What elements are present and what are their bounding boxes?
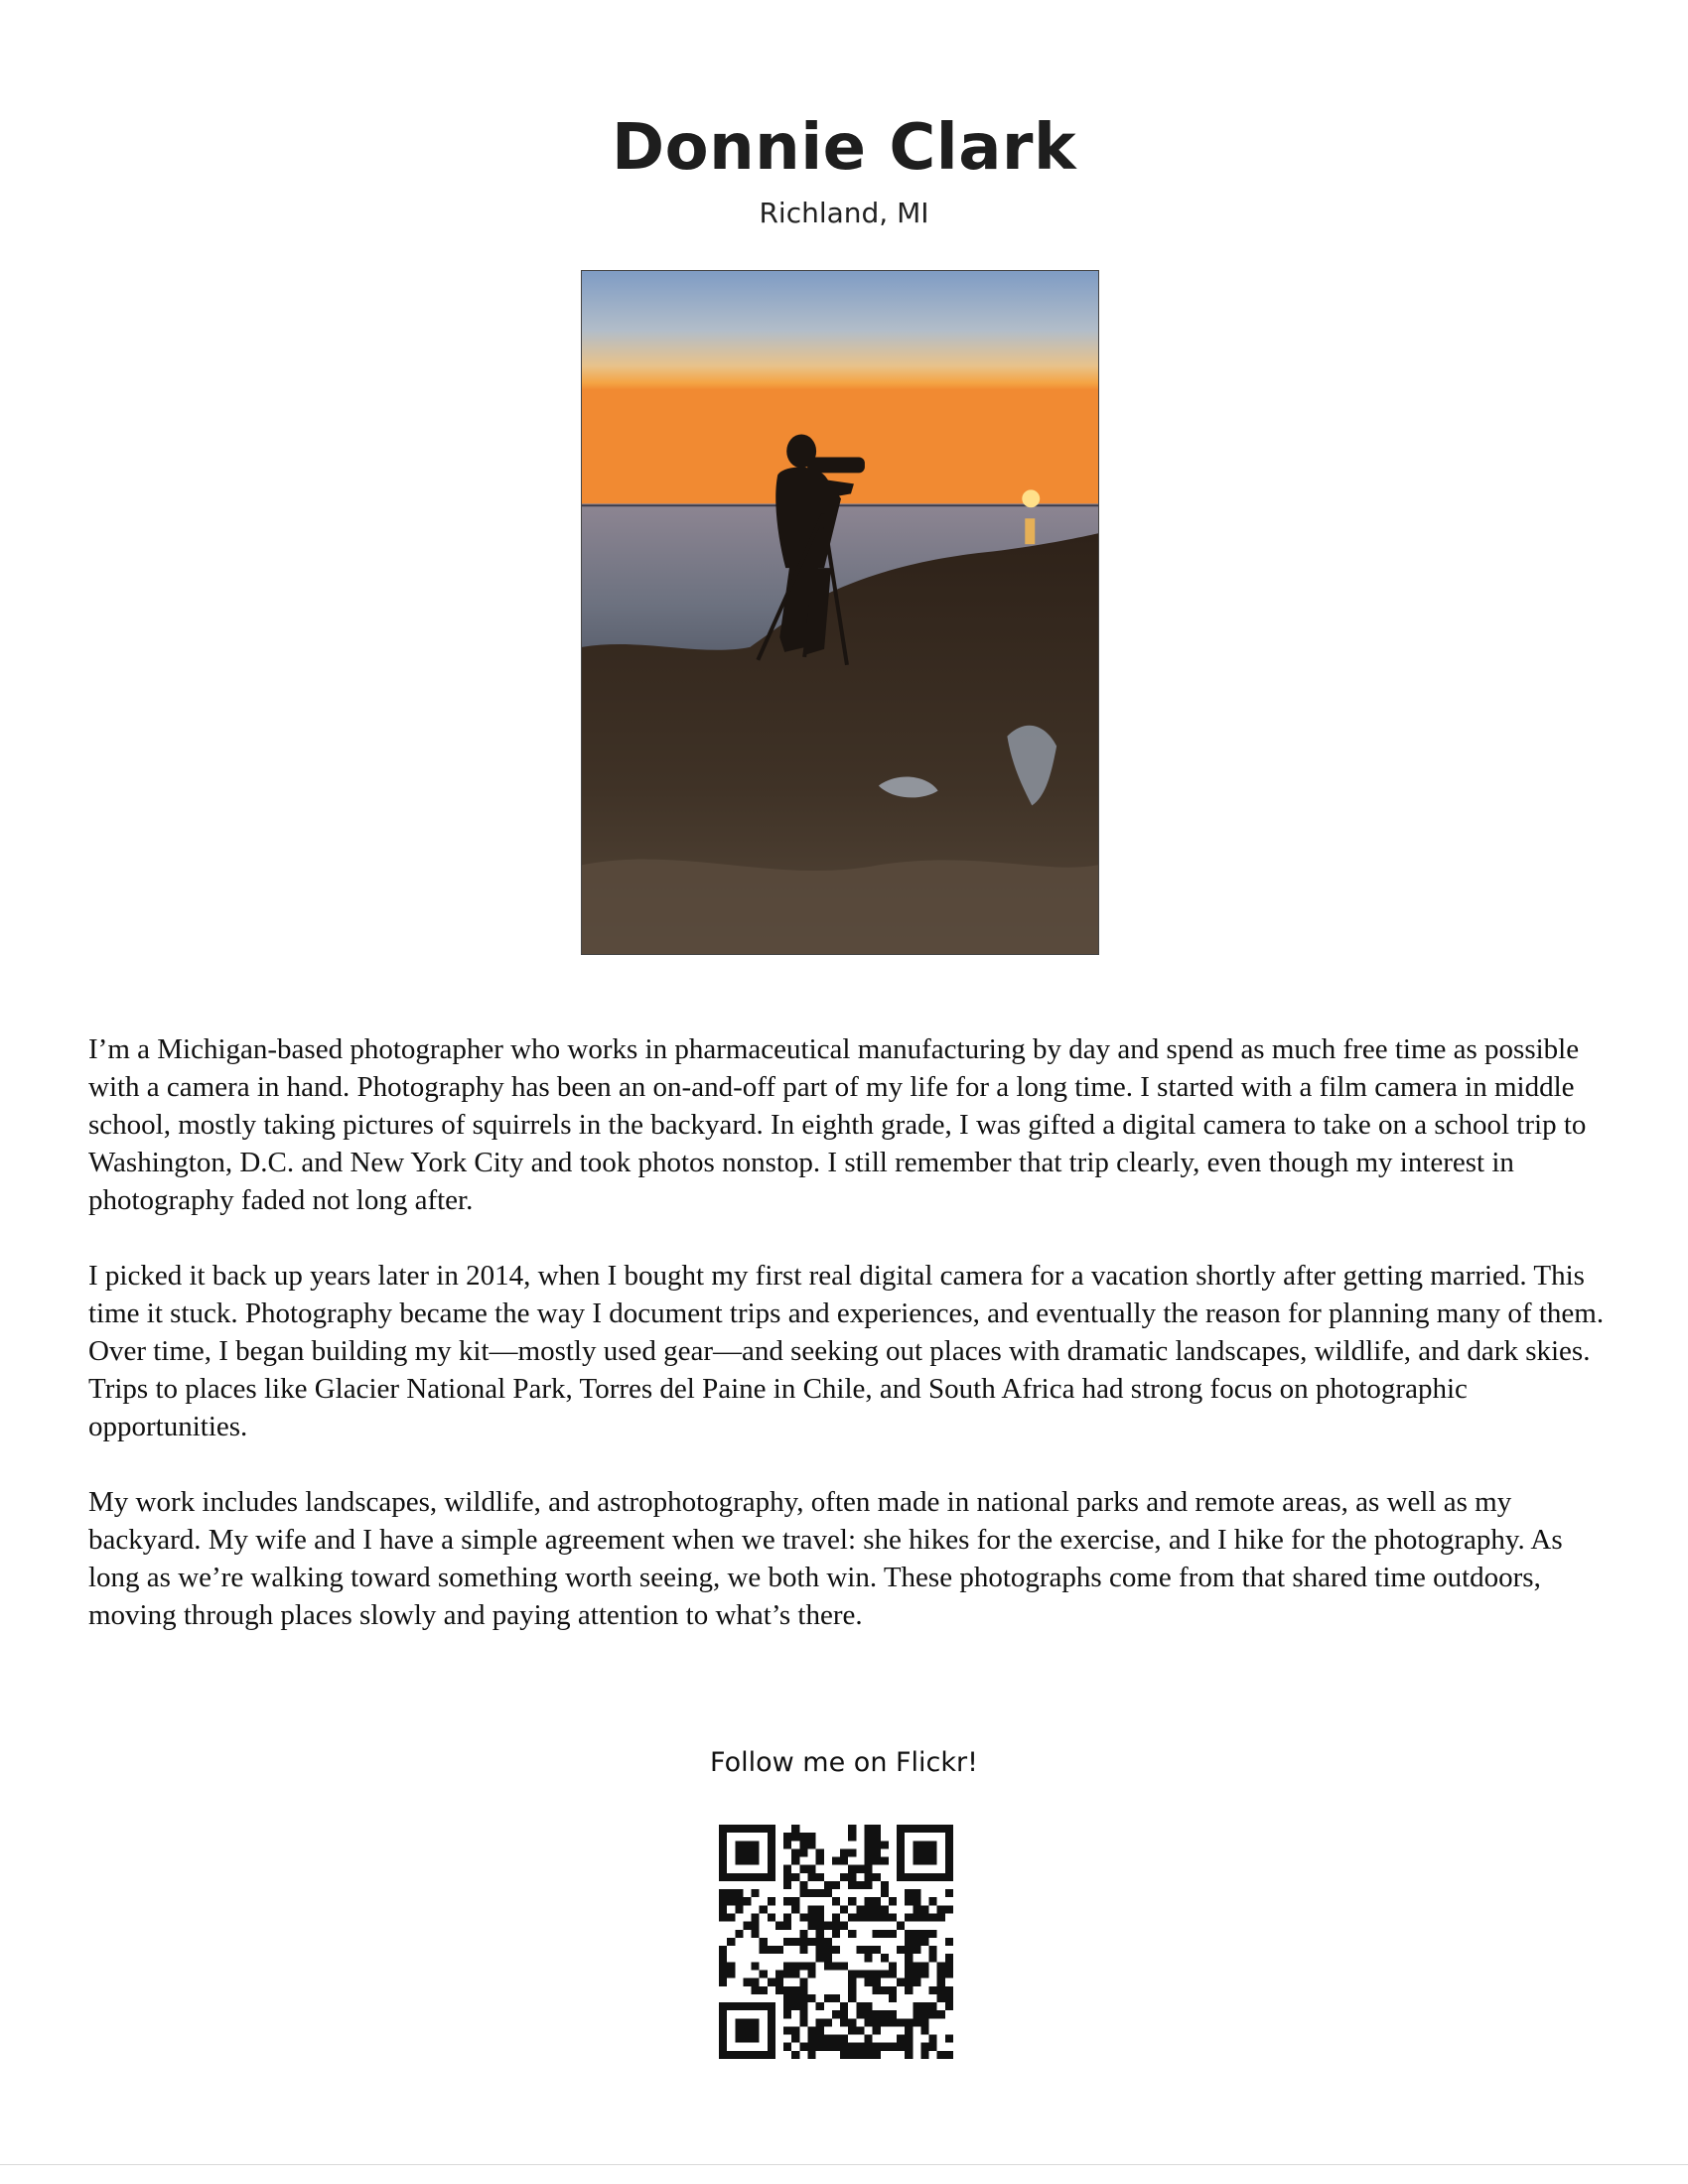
location-text: Richland, MI [759, 197, 929, 229]
profile-photo [581, 270, 1099, 955]
bio-paragraph-2: I picked it back up years later in 2014, when I bought my first real digital camera for a vacation shortly after getting married. This time it stuck. Photography became the way I document trips and experiences, and eventually the reason for planning many of them. Over time, I began building my kit—mostly used gear—and seeking out places with dramatic landscapes, wildlife, and dark skies. Trips to places like Glacier National Park, Torres del Paine in Chile, and South Africa had strong focus on photographic opportunities. [88, 1260, 1605, 1442]
bio-paragraph-3: My work includes landscapes, wildlife, and astrophotography, often made in national parks and remote areas, as well as my backyard. My wife and I have a simple agreement when we travel: she hikes for the exercise, and I hike for the photography. As long as we’re walking toward something worth seeing, we both win. These photographs come from that shared time outdoors, moving through places slowly and paying attention to what’s there. [88, 1486, 1563, 1631]
bio-paragraph-1: I’m a Michigan-based photographer who works in pharmaceutical manufacturing by day and spend as much free time as possible with a camera in hand. Photography has been an on-and-off part of my life for a long time. I started with a film camera in middle school, mostly taking pictures of squirrels in the backyard. In eighth grade, I was gifted a digital camera to take on a school trip to Washington, D.C. and New York City and took photos nonstop. I still remember that trip clearly, even though my interest in photography faded not long after. [88, 1033, 1587, 1216]
qr-code-graphic [719, 1825, 953, 2059]
follow-flickr-label: Follow me on Flickr! [710, 1747, 978, 1778]
photographer-name: Donnie Clark [611, 111, 1077, 185]
bio-section [88, 1030, 1608, 1672]
sunset-photographer-image [582, 271, 1098, 954]
page-bottom-rule [0, 2164, 1688, 2165]
qr-code-icon[interactable] [719, 1825, 953, 2059]
